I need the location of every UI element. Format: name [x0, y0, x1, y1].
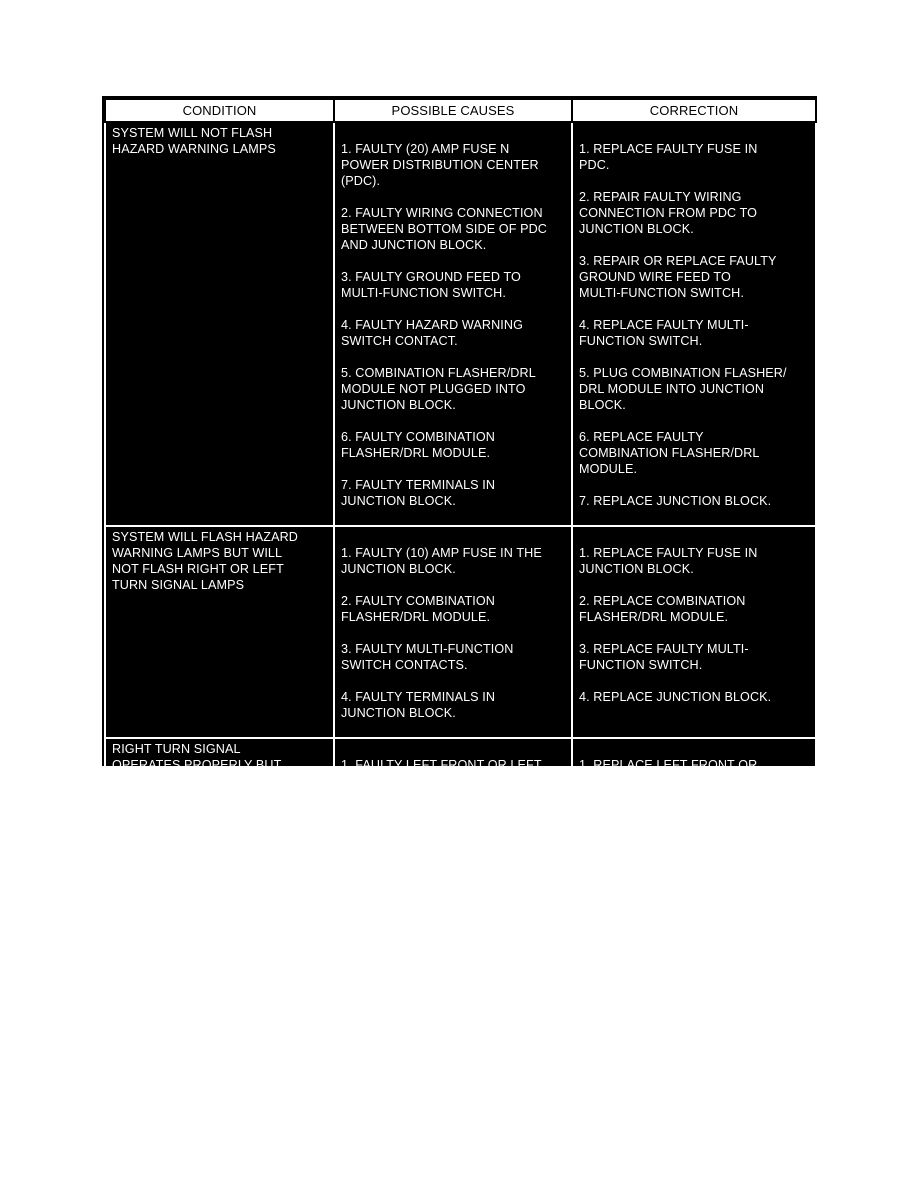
- correction-cell: [572, 526, 816, 738]
- cause-item: 7. FAULTY TERMINALS IN JUNCTION BLOCK.: [341, 478, 496, 508]
- cause-item: 2. FAULTY WIRING CONNECTION FROM JUNCTION BLOCK TO LEFT FRONT OR LEFT REAR TURN SIGNAL LAMP.: [341, 806, 549, 868]
- causes-cell: [334, 122, 572, 526]
- cause-item: 2. FAULTY WIRING CONNECTION BETWEEN BOTTOM SIDE OF PDC AND JUNCTION BLOCK.: [341, 206, 547, 252]
- correction-cell: [572, 122, 816, 526]
- correction-item: 5. REPLACE JUNCTION BLOCK.: [579, 1014, 772, 1028]
- causes-cell: [334, 526, 572, 738]
- cause-item: 3. FAULTY GROUND FEED TO MULTI-FUNCTION SWITCH.: [341, 270, 521, 300]
- diagnosis-grid: [104, 98, 817, 1063]
- header-correction: CORRECTION: [572, 99, 816, 122]
- correction-item: 1. REPLACE FAULTY FUSE IN PDC.: [579, 142, 758, 172]
- correction-item: 4. REPLACE FAULTY MULTI- FUNCTION SWITCH.: [579, 318, 749, 348]
- cause-item: 5. COMBINATION FLASHER/DRL MODULE NOT PLUGGED INTO JUNCTION BLOCK.: [341, 366, 536, 412]
- correction-item: 3. REPAIR OR REPLACE FAULTY GROUND WIRE FEED TO MULTI-FUNCTION SWITCH.: [579, 254, 777, 300]
- cause-item: 2. FAULTY COMBINATION FLASHER/DRL MODULE.: [341, 594, 495, 624]
- correction-item: 2. REPAIR OR REPLACE WIRING CONNECTION FROM JUNCTION BLOCK TO LEFT FRONT OR LEFT REAR TURN SIGNAL LAMP.: [579, 806, 783, 868]
- header-condition: CONDITION: [105, 99, 334, 122]
- correction-item: 5. PLUG COMBINATION FLASHER/ DRL MODULE INTO JUNCTION BLOCK.: [579, 366, 787, 412]
- correction-item: 2. REPAIR FAULTY WIRING CONNECTION FROM PDC TO JUNCTION BLOCK.: [579, 190, 758, 236]
- correction-item: 6. REPLACE FAULTY COMBINATION FLASHER/DRL MODULE.: [579, 430, 760, 476]
- correction-cell: [572, 738, 816, 1062]
- correction-item: 7. REPLACE JUNCTION BLOCK.: [579, 494, 772, 508]
- cause-item: 4. FAULTY TERMINALS IN JUNCTION BLOCK.: [341, 690, 496, 720]
- diagnosis-table: [102, 96, 817, 1044]
- cause-item: 5. FAULTY TERMINALS IN JUNCTION BLOCK.: [341, 1014, 496, 1044]
- condition-cell: SYSTEM WILL NOT FLASH HAZARD WARNING LAMPS: [105, 122, 334, 526]
- header-possible-causes: POSSIBLE CAUSES: [334, 99, 572, 122]
- cause-item: 3. FAULTY GROUND WIRING CONNECTION FROM LEFT FRONT OR LEFT REAR TURN SIGNAL LAMP.: [341, 886, 520, 948]
- table-row: [105, 526, 816, 738]
- correction-item: 3. REPAIR OR REPLACE FAULTY GROUND WIRING CONNECTION TO LEFT FRONT OR LEFT REAR TURN SIGNAL LAMP.: [579, 886, 777, 948]
- cause-item: 6. FAULTY COMBINATION FLASHER/DRL MODULE.: [341, 430, 495, 460]
- header-row: [105, 99, 816, 122]
- condition-cell: SYSTEM WILL FLASH HAZARD WARNING LAMPS BUT WILL NOT FLASH RIGHT OR LEFT TURN SIGNAL LAMPS: [105, 526, 334, 738]
- cause-item: 4. FAULTY HAZARD WARNING SWITCH CONTACT.: [341, 318, 524, 348]
- correction-item: 3. REPLACE FAULTY MULTI- FUNCTION SWITCH.: [579, 642, 749, 672]
- cause-item: 3. FAULTY MULTI-FUNCTION SWITCH CONTACTS.: [341, 642, 514, 672]
- cause-item: 1. FAULTY (10) AMP FUSE IN THE JUNCTION BLOCK.: [341, 546, 542, 576]
- table-row: [105, 738, 816, 1062]
- table-row: [105, 122, 816, 526]
- cause-item: 1. FAULTY LEFT FRONT OR LEFT REAR TURN SIGNAL LAMP.: [341, 758, 542, 788]
- correction-item: 1. REPLACE LEFT FRONT OR LEFT REAR TURN SIGNAL LAMP.: [579, 758, 778, 788]
- causes-cell: [334, 738, 572, 1062]
- correction-item: 4. REPLACE FAULTY MULTI- FUNCTION SWITCH.: [579, 966, 749, 996]
- correction-item: 2. REPLACE COMBINATION FLASHER/DRL MODULE.: [579, 594, 746, 624]
- correction-item: 1. REPLACE FAULTY FUSE IN JUNCTION BLOCK.: [579, 546, 758, 576]
- correction-item: 4. REPLACE JUNCTION BLOCK.: [579, 690, 772, 704]
- cause-item: 1. FAULTY (20) AMP FUSE N POWER DISTRIBUTION CENTER (PDC).: [341, 142, 539, 188]
- condition-cell: RIGHT TURN SIGNAL OPERATES PROPERLY BUT LEFT TURN SIGNAL FLASHES FAST (Hazard mode can be used for a system check): [105, 738, 334, 1062]
- cause-item: 4. FAULTY MULTI-FUNCTION SWITCH CONTACTS.: [341, 966, 514, 996]
